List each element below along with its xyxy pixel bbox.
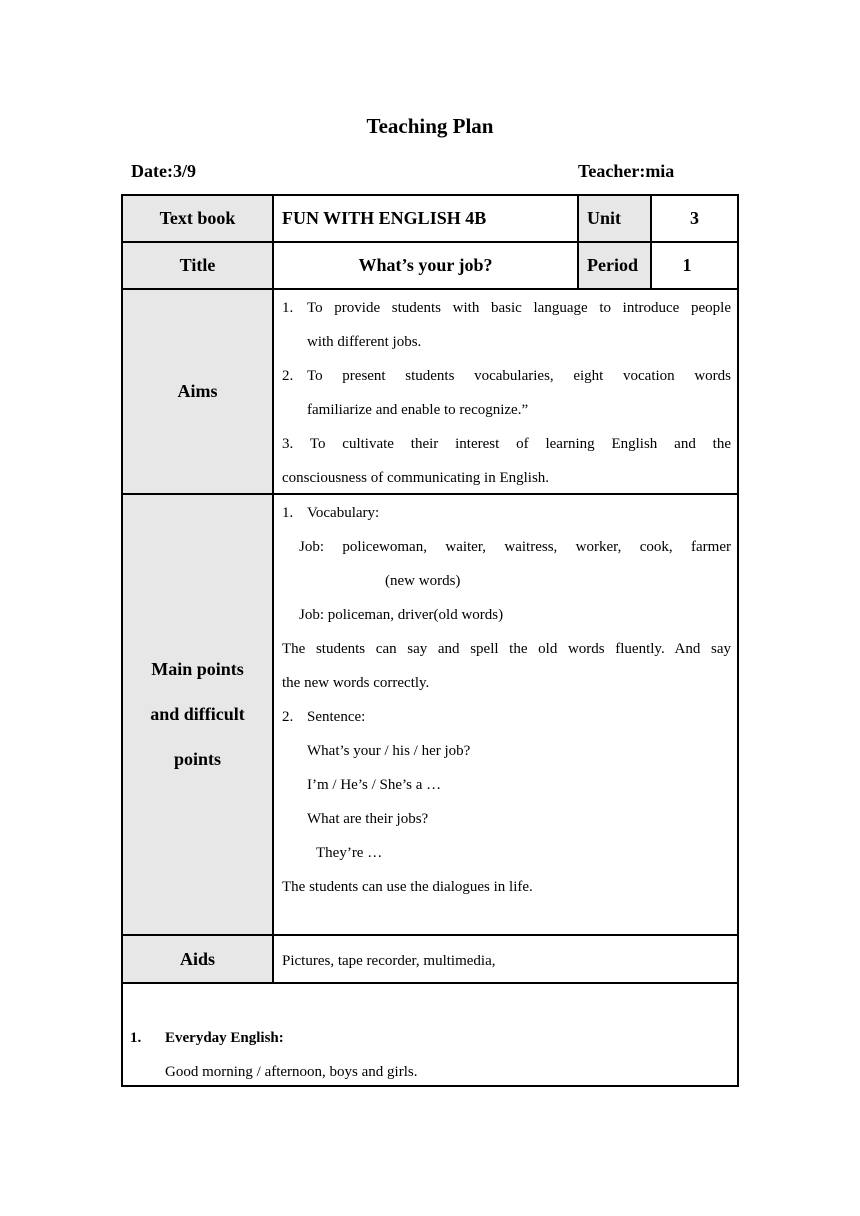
aims-item-1: 1. To provide students with basic language to introduce people <box>282 300 731 316</box>
vocabulary-heading: 1. Vocabulary: <box>282 505 380 521</box>
aims-content <box>282 291 731 495</box>
main-points-content <box>282 496 731 904</box>
aims-item-3-cont: consciousness of communicating in English. <box>282 470 550 486</box>
main-points-label-line: Main points <box>151 659 244 679</box>
table-border-right <box>737 194 739 1087</box>
textbook-value: FUN WITH ENGLISH 4B <box>282 208 487 228</box>
new-words-note: (new words) <box>385 573 461 589</box>
aims-item-3: 3. To cultivate their interest of learning English and the <box>282 436 731 452</box>
procedure-section <box>130 1021 417 1089</box>
row-divider <box>121 982 739 984</box>
title-value: What’s your job? <box>358 255 493 275</box>
title-label: Title <box>179 255 216 275</box>
aims-item-2-cont: familiarize and enable to recognize.” <box>307 402 529 418</box>
unit-value: 3 <box>690 208 699 228</box>
sentence-line: They’re … <box>316 845 383 861</box>
sentence-line: What’s your / his / her job? <box>307 743 471 759</box>
aims-item-1-cont: with different jobs. <box>307 334 422 350</box>
main-points-label-line: points <box>173 749 222 769</box>
sentence-note: The students can use the dialogues in life. <box>282 879 533 895</box>
period-value: 1 <box>682 255 692 275</box>
new-words-line: Job: policewoman, waiter, waitress, worker, cook, farmer <box>299 539 731 555</box>
main-points-label-line: and difficult <box>150 704 245 724</box>
date-label: Date:3/9 <box>131 161 196 181</box>
aids-value: Pictures, tape recorder, multimedia, <box>282 953 496 969</box>
main-points-label <box>123 495 272 934</box>
page-title: Teaching Plan <box>366 114 494 138</box>
sentence-heading: 2. Sentence: <box>282 709 366 725</box>
column-divider <box>272 194 274 984</box>
procedure-line: Good morning / afternoon, boys and girls. <box>165 1064 418 1080</box>
vocabulary-note: The students can say and spell the old words fluently. And say <box>282 641 731 657</box>
vocabulary-note-cont: the new words correctly. <box>282 675 430 691</box>
aims-label: Aims <box>177 381 218 401</box>
aids-label: Aids <box>179 948 215 969</box>
sentence-line: I’m / He’s / She’s a … <box>307 777 442 793</box>
textbook-label: Text book <box>159 208 236 228</box>
teacher-label: Teacher:mia <box>578 161 675 181</box>
period-label: Period <box>587 255 638 275</box>
sentence-line: What are their jobs? <box>307 811 429 827</box>
procedure-heading: 1. Everyday English: <box>130 1030 284 1046</box>
unit-label: Unit <box>587 208 622 228</box>
old-words-line: Job: policeman, driver(old words) <box>299 607 504 623</box>
aims-item-2: 2. To present students vocabularies, eight vocation words <box>282 368 731 384</box>
